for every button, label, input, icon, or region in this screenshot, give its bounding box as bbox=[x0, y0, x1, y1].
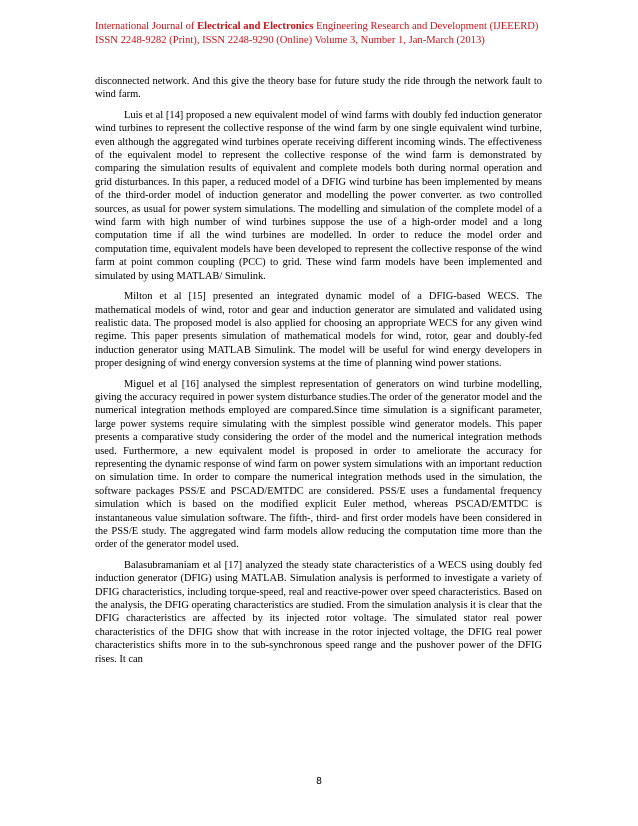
paragraph-continuation: disconnected network. And this give the theory base for future study the ride through the network fault to wind farm. bbox=[95, 76, 542, 101]
paragraph-milton: Milton et al [15] presented an integrated dynamic model of a DFIG-based WECS. The mathematical models of wind, rotor and gear and induction generator are simulated and validated using realistic data. The proposed model is also applied for choosing an appropriate WECS for any given wind regime. This paper presents simulation of mathematical models for wind, rotor, gear and doubly-fed induction generator using MATLAB Simulink. The model will be useful for wind energy developers in proper designing of wind energy conversion systems at the time of planning wind power stations. bbox=[95, 291, 542, 370]
paragraph-luis: Luis et al [14] proposed a new equivalent model of wind farms with doubly fed induction generator wind turbines to represent the collective response of the wind farm by one single equivalent wind turbine, even although the aggregated wind turbines operate receiving different incoming winds. The effectiveness of the equivalent model to represent the collective response of the wind farm is demonstrated by comparing the simulation results of equivalent and complete models both during normal operation and grid disturbances. In this paper, a reduced model of a DFIG wind turbine has been implemented by means of the third-order model of induction generator and modelling the power converter. as two controlled sources, as usual for power system simulations. The modelling and simulation of the complete model of a wind farm with high number of wind turbines suppose the use of a high-order model and a long computation time if all the wind turbines are modelled. In order to reduce the model order and computation time, equivalent models have been developed to represent the collective response of the wind farm at point common coupling (PCC) to grid. These wind farm models have been implemented and simulated by using MATLAB/ Simulink. bbox=[95, 109, 542, 282]
journal-name-post: Engineering Research and Development (IJEEERD) bbox=[313, 21, 539, 32]
page-number: 8 bbox=[315, 776, 323, 787]
journal-issn-line: ISSN 2248-9282 (Print), ISSN 2248-9290 (Online) Volume 3, Number 1, Jan-March (2013) bbox=[95, 35, 485, 46]
paragraph-miguel: Miguel et al [16] analysed the simplest representation of generators on wind turbine modelling, giving the accuracy required in power system disturbance studies.The order of the generator model and the numerical integration methods employed are compared.Since time simulation is a significant parameter, large power systems require simulating with the simplest possible wind generator models. This paper presents a comparative study considering the order of the model and the numerical integration methods used. Furthermore, a new equivalent model is proposed in order to ameliorate the accuracy for representing the dynamic response of wind farm on power system simulations with an important reduction on simulation time. In order to compare the numerical integration methods used in the simulation, the software packages PSS/E and PSCAD/EMTDC are considered. PSS/E uses a fundamental frequency simulation which is based on the modified explicit Euler method, whereas PSCAD/EMTDC is instantaneous value simulation software. The fifth-, third- and first order models have been considered in the PSS/E study. The aggregated wind farm models allow reducing the computation time more than the order of the generator model used. bbox=[95, 378, 542, 551]
paragraph-balasubramaniam: Balasubramaniam et al [17] analyzed the steady state characteristics of a WECS using doubly fed induction generator (DFIG) using MATLAB. Simulation analysis is performed to investigate a variety of DFIG characteristics, including torque-speed, real and reactive-power over speed characteristics. Based on the analysis, the DFIG operating characteristics are studied. From the simulation analysis it is clear that the DFIG characteristics are affected by its injected rotor voltage. The simulated stator real power characteristics of the DFIG show that with increase in the rotor injected voltage, the DFIG real power characteristics shifts more in to the sub-synchronous speed range and the pushover power of the DFIG rises. It can bbox=[95, 559, 542, 665]
journal-name-pre: International Journal of bbox=[95, 21, 198, 32]
journal-header-line1 bbox=[95, 20, 555, 34]
journal-header bbox=[95, 20, 555, 48]
journal-name-bold: Electrical and Electronics bbox=[197, 21, 314, 32]
body-text bbox=[95, 75, 542, 673]
